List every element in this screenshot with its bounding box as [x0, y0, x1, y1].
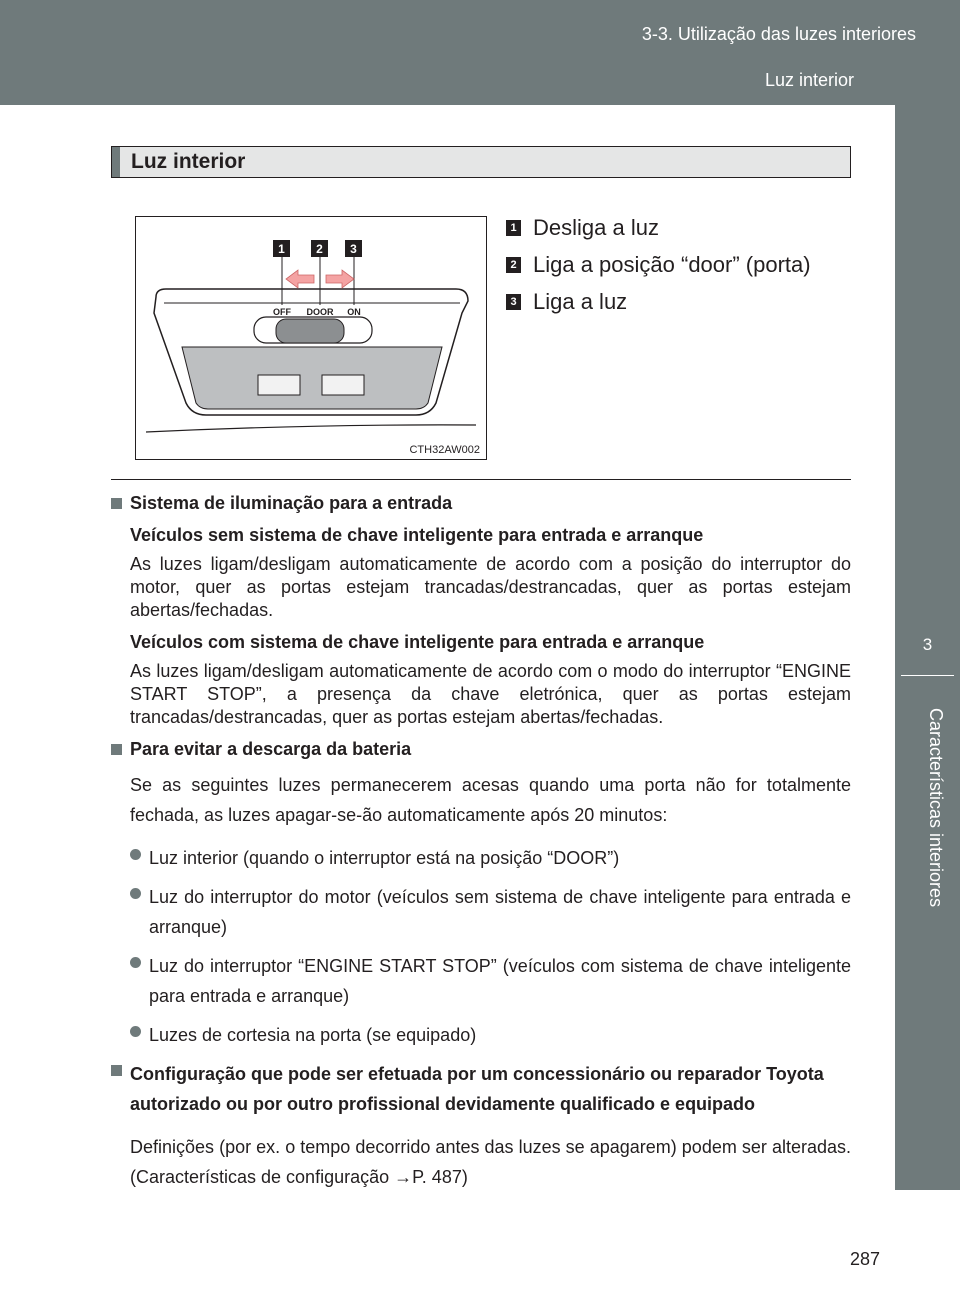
heading-text: Configuração que pode ser efetuada por um concessionário ou reparador Toyota autorizado ou por outro profissional devidamente qualificado e equipado: [130, 1064, 824, 1114]
heading-square-icon: [111, 498, 122, 509]
arrow-right-icon: [326, 270, 354, 288]
list-item-text: Luz interior (quando o interruptor está na posição “DOOR”): [149, 848, 620, 868]
chapter-number: 3: [922, 635, 933, 654]
section-heading-battery: [111, 738, 851, 761]
paragraph-battery: Se as seguintes luzes permanecerem acesas quando uma porta não for totalmente fechada, as luzes apagar-se-ão automaticamente após 20 minutos:: [130, 775, 851, 825]
switch-label-door: DOOR: [306, 307, 334, 317]
arrow-left-icon: [286, 270, 314, 288]
heading-square-icon: [111, 1065, 122, 1076]
subheading-with-smart-key: Veículos com sistema de chave inteligente para entrada e arranque: [130, 632, 705, 652]
list-item: [130, 882, 851, 942]
legend-marker: 3: [506, 294, 521, 310]
list-item-text: Luz do interruptor do motor (veículos sem sistema de chave inteligente para entrada e arranque): [149, 887, 851, 937]
page-number: 287: [849, 1249, 880, 1269]
section-title-box: [111, 146, 851, 178]
heading-text: Sistema de iluminação para a entrada: [130, 493, 453, 513]
section-title: Luz interior: [131, 150, 246, 173]
bullet-dot-icon: [130, 849, 141, 860]
list-item: [130, 1020, 851, 1050]
heading-square-icon: [111, 744, 122, 755]
legend-marker: 1: [506, 220, 521, 236]
list-item: [130, 843, 851, 873]
legend-marker: 2: [506, 257, 521, 273]
switch-label-off: OFF: [273, 307, 291, 317]
lens-window-right: [322, 375, 364, 395]
section-heading-config: [111, 1059, 851, 1119]
header-subsection-title: Luz interior: [764, 70, 854, 90]
ceiling-line: [146, 425, 476, 432]
list-item-text: Luz do interruptor “ENGINE START STOP” (veículos com sistema de chave inteligente para entrada e arranque): [149, 956, 851, 1006]
subheading-without-smart-key: Veículos sem sistema de chave inteligente para entrada e arranque: [130, 525, 704, 545]
legend-text: Desliga a luz: [533, 214, 659, 240]
marker-3-label: 3: [350, 242, 357, 256]
switch-knob[interactable]: [276, 319, 344, 343]
legend-text: Liga a posição “door” (porta): [533, 251, 811, 277]
list-item-text: Luzes de cortesia na porta (se equipado): [149, 1025, 477, 1045]
figure-divider: [111, 479, 851, 480]
figure-code: CTH32AW002: [409, 444, 480, 456]
legend-item: [506, 283, 811, 320]
title-accent-bar: [112, 147, 120, 177]
notes-content: [111, 492, 851, 1192]
bullet-dot-icon: [130, 957, 141, 968]
figure-legend: [506, 209, 811, 320]
interior-light-drawing: [136, 217, 486, 459]
header-section-title: 3-3. Utilização das luzes interiores: [641, 24, 916, 44]
interior-light-illustration: [135, 216, 487, 460]
marker-1-label: 1: [278, 242, 285, 256]
paragraph-with-smart-key: As luzes ligam/desligam automaticamente de acordo com o modo do interruptor “ENGINE START STOP”, a presença da chave eletrónica, quer as portas estejam trancadas/destrancadas, quer as portas estejam abertas/fechadas.: [130, 661, 851, 727]
legend-text: Liga a luz: [533, 288, 628, 314]
header-bar: [0, 0, 960, 105]
chapter-label: Características interiores: [926, 708, 946, 908]
switch-label-on: ON: [347, 307, 361, 317]
bullet-dot-icon: [130, 1026, 141, 1037]
paragraph-without-smart-key: As luzes ligam/desligam automaticamente de acordo com a posição do interruptor do motor, quer as portas estejam trancadas/destrancadas, quer as portas estejam abertas/fechadas.: [130, 554, 851, 620]
list-item: [130, 951, 851, 1011]
bullet-dot-icon: [130, 888, 141, 899]
legend-item: [506, 209, 811, 246]
heading-text: Para evitar a descarga da bateria: [130, 739, 412, 759]
paragraph-config: Definições (por ex. o tempo decorrido antes das luzes se apagarem) podem ser alteradas. (Características de configuração →P. 487): [130, 1137, 851, 1187]
marker-2-label: 2: [316, 242, 323, 256]
section-heading-entry: [111, 492, 851, 515]
lens-window-left: [258, 375, 300, 395]
chapter-side-tab[interactable]: [895, 105, 960, 1190]
side-tab-divider: [901, 675, 954, 676]
lamp-lens: [182, 347, 442, 409]
legend-item: [506, 246, 811, 283]
